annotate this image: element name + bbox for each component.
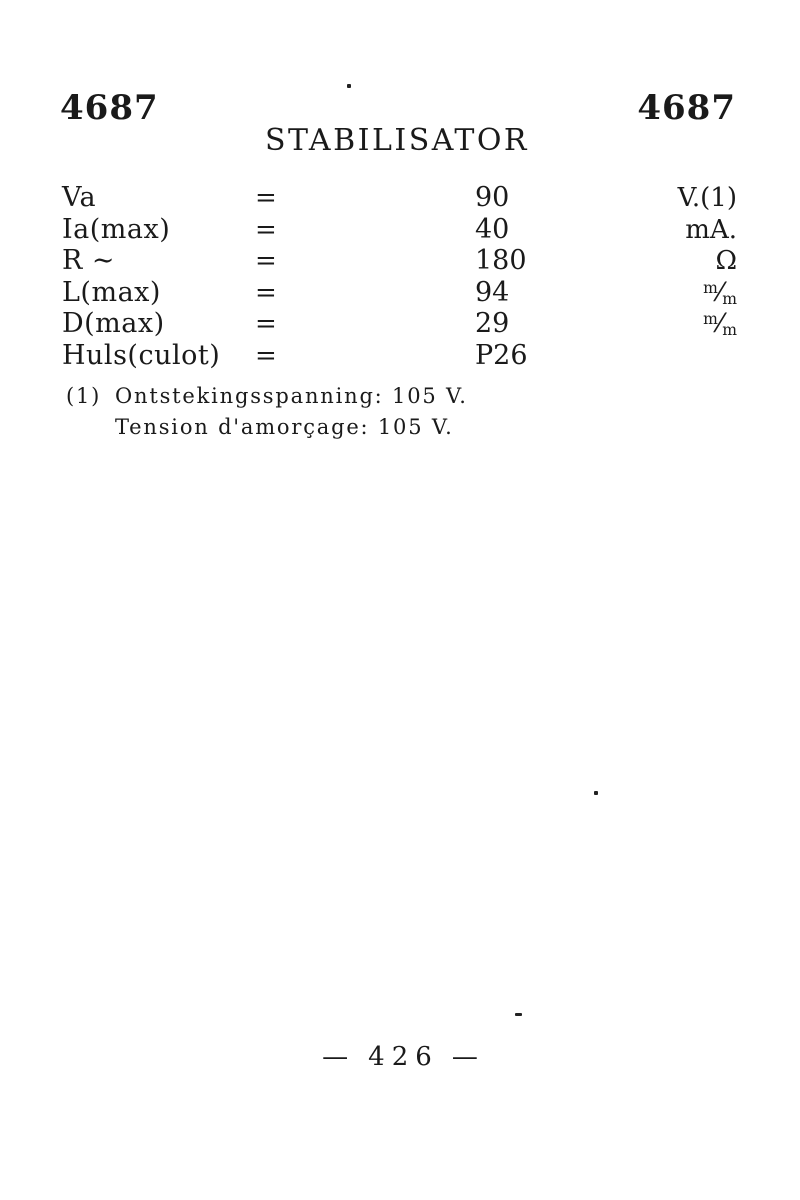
spec-value: 90 — [475, 182, 510, 213]
spec-label: Huls(culot) — [62, 339, 221, 371]
table-row — [62, 182, 737, 214]
tube-code-left: 4687 — [60, 88, 159, 128]
footnote-line-french: Tension d'amorçage: 105 V. — [115, 415, 454, 439]
scan-speck — [515, 1013, 522, 1016]
table-row — [62, 214, 737, 246]
spec-label: Va — [62, 182, 97, 213]
equals-sign: = — [255, 277, 277, 308]
equals-sign: = — [255, 183, 277, 213]
spec-value: 94 — [475, 276, 510, 308]
spec-unit-fraction: $^m⁄_m$ — [703, 277, 737, 308]
page-number — [0, 1042, 800, 1072]
equals-sign: = — [255, 246, 277, 277]
equals-sign: = — [255, 340, 277, 371]
footer-dash-left: — — [322, 1042, 349, 1072]
spec-value: 29 — [475, 308, 510, 340]
footnote — [66, 381, 468, 443]
footer-page-number: 426 — [368, 1042, 439, 1072]
spec-label: R ∼ — [62, 245, 116, 277]
table-row — [62, 277, 737, 309]
spec-table — [62, 182, 737, 372]
table-row — [62, 245, 737, 277]
equals-sign: = — [255, 214, 277, 245]
scan-speck — [594, 791, 598, 795]
table-row — [62, 308, 737, 340]
page-title: STABILISATOR — [264, 123, 530, 158]
spec-value: 180 — [475, 245, 527, 277]
spec-unit: Ω — [715, 246, 737, 277]
spec-label: D(max) — [62, 308, 165, 340]
spec-label: Ia(max) — [62, 213, 171, 245]
footnote-marker: (1) — [66, 384, 102, 408]
footnote-line-dutch: Ontstekingsspanning: 105 V. — [115, 384, 468, 408]
spec-unit-fraction: $^m⁄_m$ — [703, 309, 737, 340]
scan-speck — [347, 84, 351, 88]
footer-dash-right: — — [451, 1042, 478, 1072]
spec-label: L(max) — [62, 276, 161, 308]
table-row — [62, 340, 737, 372]
spec-unit: V.(1) — [677, 183, 737, 213]
tube-code-right: 4687 — [637, 88, 736, 128]
equals-sign: = — [255, 309, 277, 340]
spec-value: 40 — [475, 213, 510, 245]
spec-unit: mA. — [685, 214, 737, 245]
spec-value: P26 — [475, 339, 528, 371]
